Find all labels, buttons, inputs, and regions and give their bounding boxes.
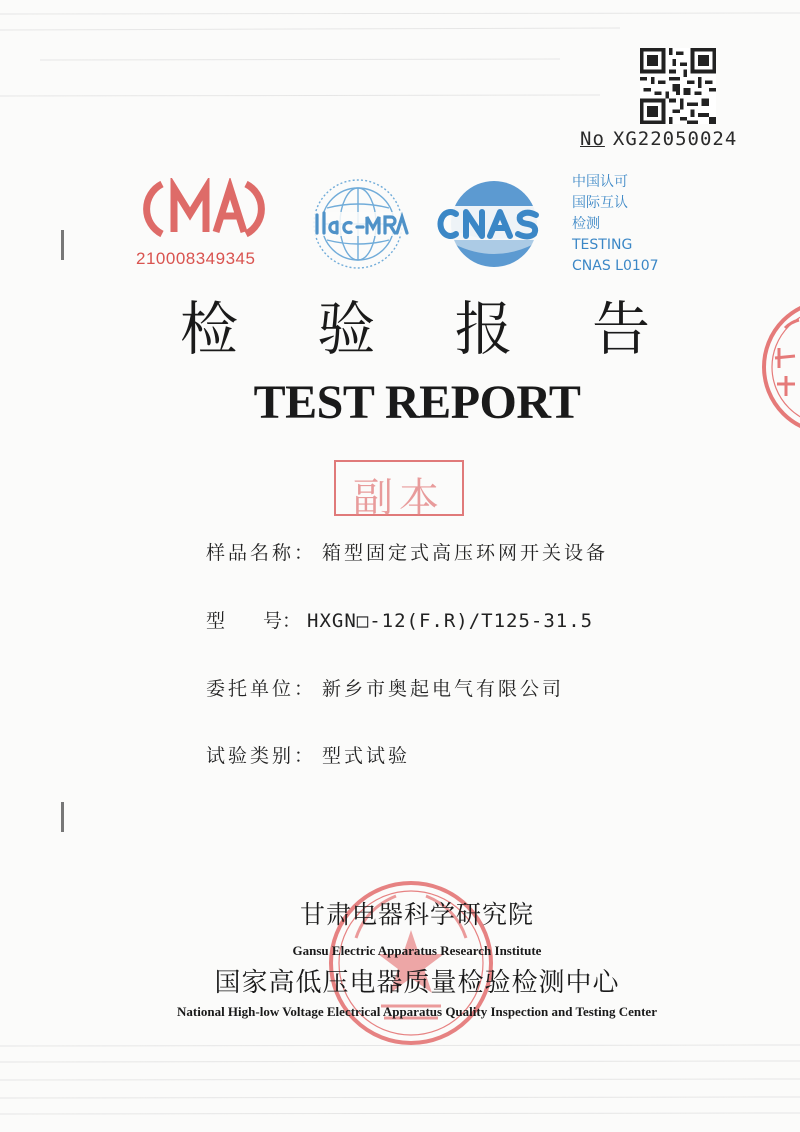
test-type-label: 试验类别：	[206, 745, 317, 767]
model-label: 型 号：	[206, 610, 302, 632]
cnas-line: 国际互认	[572, 195, 628, 211]
qr-code-icon	[640, 48, 716, 124]
cnas-accreditation-text	[572, 172, 659, 277]
report-title-chinese	[180, 282, 650, 366]
sample-name-row	[206, 538, 608, 565]
report-number	[580, 128, 737, 150]
cnas-line: 中国认可	[572, 174, 628, 190]
model-row	[206, 606, 593, 633]
report-number-value: XG22050024	[612, 128, 738, 150]
model-value: HXGN□-12(F.R)/T125-31.5	[307, 610, 594, 632]
cma-logo-icon	[140, 178, 268, 240]
copy-stamp	[334, 460, 464, 521]
test-type-row	[206, 741, 410, 768]
testing-center-english: National High-low Voltage Electrical Apparatus Quality Inspection and Testing Center	[177, 1004, 657, 1019]
testing-center-chinese: 国家高低压电器质量检验检测中心	[214, 968, 620, 998]
edge-seal-icon	[755, 292, 800, 442]
copy-stamp-text: 副本	[353, 475, 445, 521]
cnas-logo-icon	[430, 178, 558, 274]
institute-name-chinese: 甘肃电器科学研究院	[299, 900, 534, 929]
client-label: 委托单位：	[206, 678, 317, 700]
client-row	[206, 674, 564, 701]
title-char: 告	[591, 295, 650, 363]
cnas-line: CNAS L0107	[572, 258, 659, 274]
ilac-mra-logo-icon	[303, 178, 413, 274]
binding-mark-bottom	[61, 802, 64, 832]
sample-name-label: 样品名称：	[206, 542, 317, 564]
cnas-line: 检测	[572, 216, 600, 232]
sample-name-value: 箱型固定式高压环网开关设备	[322, 542, 609, 564]
binding-mark-top	[61, 230, 64, 260]
institute-name-english: Gansu Electric Apparatus Research Institute	[292, 943, 542, 958]
test-type-value: 型式试验	[322, 745, 411, 767]
cnas-line: TESTING	[572, 237, 633, 253]
cma-code: 210008349345	[136, 249, 256, 268]
client-value: 新乡市奥起电气有限公司	[322, 678, 565, 700]
title-char: 报	[454, 295, 513, 363]
report-number-label: No	[580, 128, 605, 150]
title-char: 检	[180, 295, 239, 363]
title-char: 验	[317, 295, 376, 363]
report-title-english: TEST REPORT	[253, 376, 581, 429]
